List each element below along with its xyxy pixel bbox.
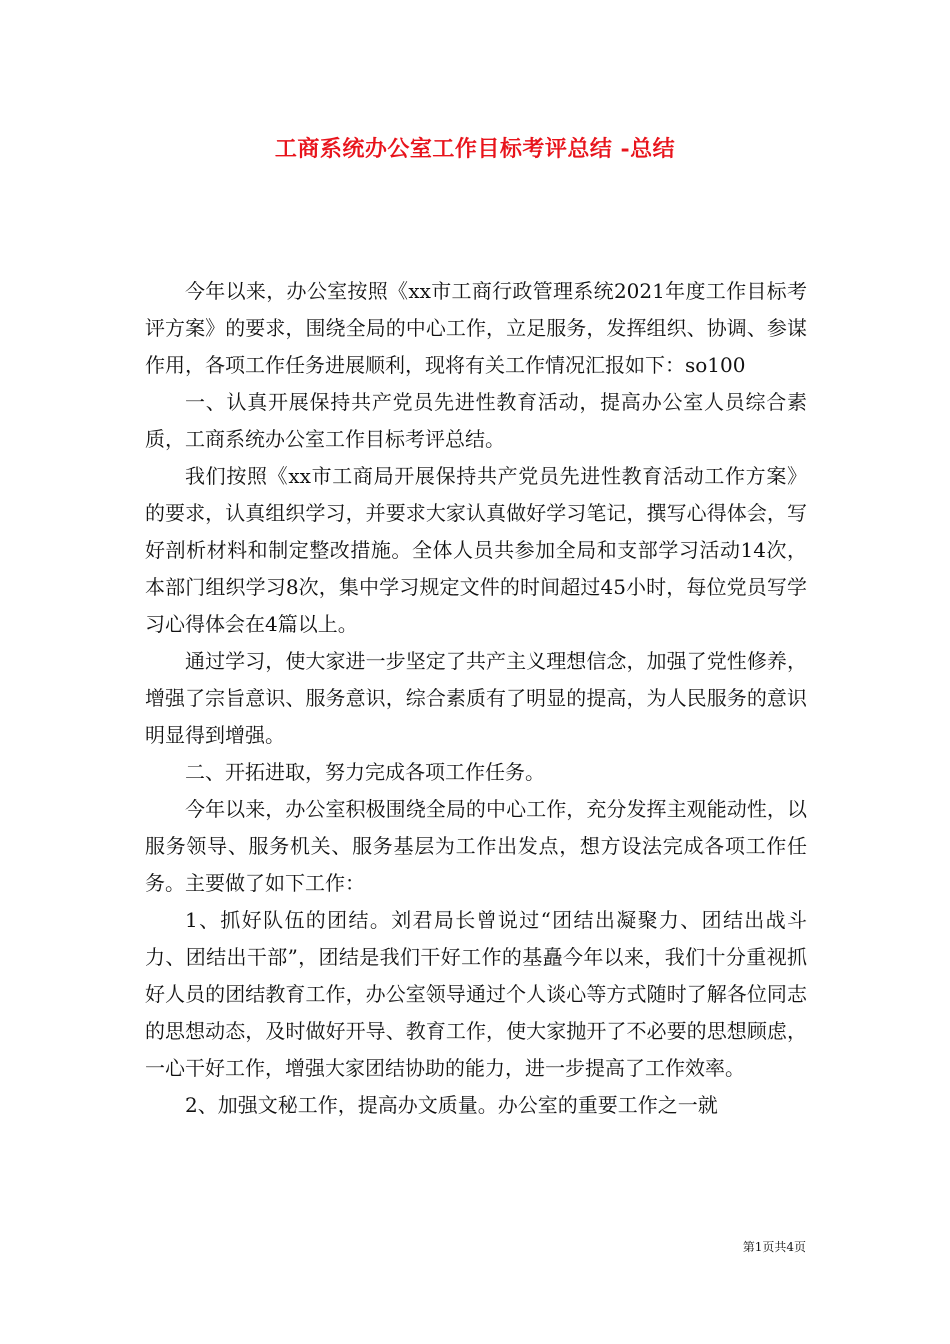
paragraph-item-1-unity: 1、抓好队伍的团结。刘君局长曾说过“团结出凝聚力、团结出战斗力、团结出干部”，团结是我们干好工作的基矗今年以来，我们十分重视抓好人员的团结教育工作，办公室领导通过个人谈心等方式随时了解各位同志的思想动态，及时做好开导、教育工作，使大家抛开了不必要的思想顾虑，一心干好工作，增强大家团结协助的能力，进一步提高了工作效率。 bbox=[145, 908, 807, 1080]
paragraph-study-results: 通过学习，使大家进一步坚定了共产主义理想信念，加强了党性修养，增强了宗旨意识、服务意识，综合素质有了明显的提高，为人民服务的意识明显得到增强。 bbox=[145, 649, 807, 747]
paragraph-item-2-secretarial: 2、加强文秘工作，提高办文质量。办公室的重要工作之一就 bbox=[185, 1093, 718, 1117]
paragraph-intro: 今年以来，办公室按照《xx市工商行政管理系统2021年度工作目标考评方案》的要求，围绕全局的中心工作，立足服务，发挥组织、协调、参谋作用，各项工作任务进展顺利，现将有关工作情况汇报如下：so100 bbox=[145, 279, 807, 377]
paragraph-section-2-heading: 二、开拓进取，努力完成各项工作任务。 bbox=[185, 760, 545, 784]
paragraph-study-plan: 我们按照《xx市工商局开展保持共产党员先进性教育活动工作方案》的要求，认真组织学习，并要求大家认真做好学习笔记，撰写心得体会，写好剖析材料和制定整改措施。全体人员共参加全局和支部学习活动14次，本部门组织学习8次，集中学习规定文件的时间超过45小时，每位党员写学习心得体会在4篇以上。 bbox=[145, 464, 807, 636]
document-title: 工商系统办公室工作目标考评总结 -总结 bbox=[274, 136, 676, 162]
page-number-footer: 第1页共4页 bbox=[742, 1240, 806, 1254]
paragraph-section-1-heading: 一、认真开展保持共产党员先进性教育活动，提高办公室人员综合素质，工商系统办公室工作目标考评总结。 bbox=[145, 390, 807, 451]
document-body bbox=[145, 273, 807, 1124]
paragraph-work-overview: 今年以来，办公室积极围绕全局的中心工作，充分发挥主观能动性，以服务领导、服务机关、服务基层为工作出发点，想方设法完成各项工作任务。主要做了如下工作： bbox=[145, 797, 807, 895]
